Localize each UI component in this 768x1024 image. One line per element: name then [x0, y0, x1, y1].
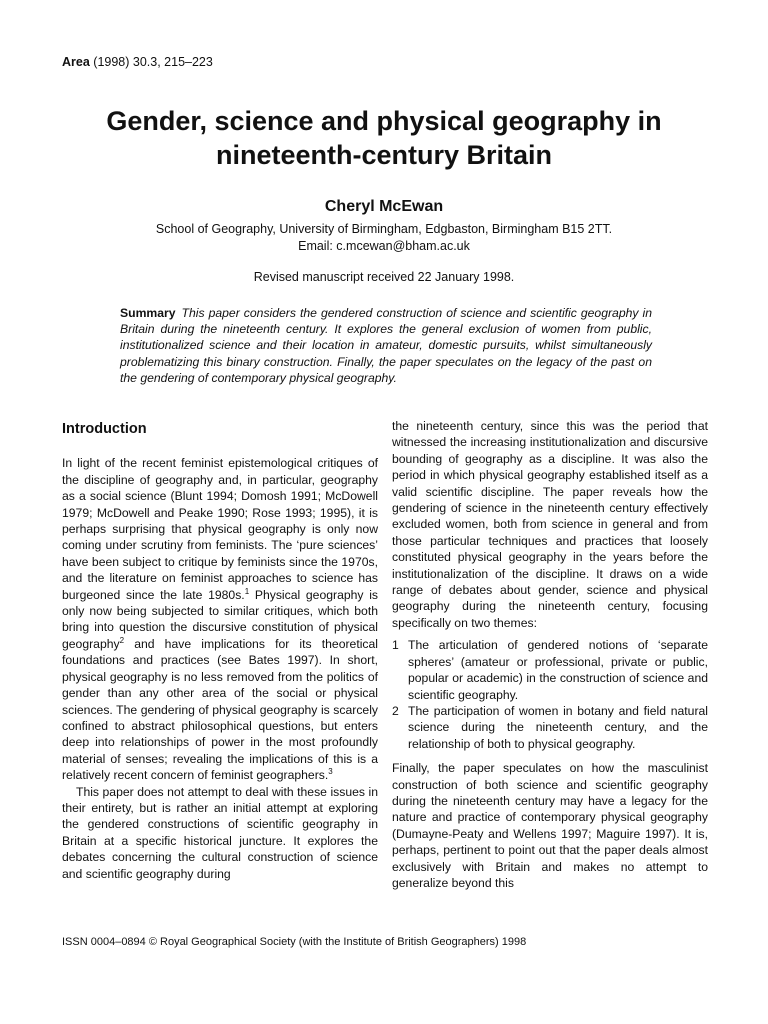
list-item-text: The articulation of gendered notions of ‘separate spheres’ (amateur or professional, private or public, popular or academic) in the construction of science and scientific geography. [408, 638, 708, 702]
intro-text-b: Physical geography is only now being subjected to similar critiques, which both bring into question the discursive constitution of physical geography [62, 587, 378, 651]
paper-title [40, 104, 728, 172]
themes-list [392, 637, 708, 752]
affiliation-email: Email: c.mcewan@bham.ac.uk [298, 239, 470, 253]
title-line-2: nineteenth-century Britain [215, 140, 553, 170]
list-item-number: 2 [392, 703, 399, 718]
right-paragraph-1: the nineteenth century, since this was the period that witnessed the increasing institutionalization and discursive bounding of geography as a discipline. It was also the period in which physical geography established itself as a valid scientific discipline. The paper reveals how the gendering of science in the nineteenth century effectively excluded women, both from science in general and from those particular techniques and practices that loosely constituted physical geography in the years before the institutionalization of the discipline. It draws on a wide range of debates about gender, science and physical geography during the nineteenth century, focusing specifically on two themes: [392, 419, 708, 630]
intro-text-a: In light of the recent feminist epistemological critiques of the discipline of geography and, in particular, geography as a social science (Blunt 1994; Domosh 1991; McDowell 1979; McDowell and Peake 1990; Rose 1993; 1995), it is perhaps surprising that physical geography is only now coming under scrutiny from feminists. The ‘pure sciences’ have been subject to critique by feminists since the 1970s, and the literature on feminist approaches to science has burgeoned since the late 1980s. [62, 456, 378, 602]
footnote-ref-1: 1 [244, 586, 250, 596]
list-item-number: 1 [392, 638, 399, 653]
footnote-ref-2: 2 [119, 635, 125, 645]
list-item [392, 703, 708, 752]
author-name: Cheryl McEwan [324, 198, 444, 215]
list-item-text: The participation of women in botany and field natural science during the nineteenth century, and the relationship of both to physical geography. [408, 703, 708, 751]
footnote-ref-3: 3 [328, 767, 333, 777]
journal-citation [62, 55, 213, 69]
copyright-footer: ISSN 0004–0894 © Royal Geographical Society (with the Institute of British Geographers) 1998 [62, 936, 527, 948]
section-heading-introduction: Introduction [62, 421, 147, 437]
right-paragraph-2: Finally, the paper speculates on how the masculinist construction of both science and scientific geography during the nineteenth century may have a legacy for the nature and practice of contemporary physical geography (Dumayne-Peaty and Wellens 1997; Maguire 1997). It is, perhaps, pertinent to point out that the paper deals almost exclusively with Britain and makes no attempt to generalize beyond this [392, 761, 708, 890]
summary-abstract [120, 305, 652, 386]
title-line-1: Gender, science and physical geography in [106, 106, 662, 136]
right-column [392, 418, 708, 891]
affiliation-address: School of Geography, University of Birmingham, Edgbaston, Birmingham B15 2TT. [155, 222, 613, 236]
summary-text: This paper considers the gendered construction of science and scientific geography in Britain during the nineteenth century. It explores the general exclusion of women from public, institutionalized science and their location in amateur, domestic pursuits, whilst simultaneously problematizing this binary construction. Finally, the paper speculates on the legacy of the past on the gendering of contemporary physical geography. [120, 306, 652, 385]
intro-paragraph-2: This paper does not attempt to deal with these issues in their entirety, but is rather an initial attempt at exploring the gendered constructions of scientific geography in Britain at a specific historical juncture. It explores the debates concerning the cultural construction of science and scientific geography during [62, 784, 378, 881]
summary-label: Summary [120, 306, 176, 320]
journal-name: Area [62, 55, 90, 69]
list-item [392, 637, 708, 703]
intro-paragraph-1 [62, 455, 378, 783]
intro-text-c: and have implications for its theoretical foundations and practices (see Bates 1997). In short, physical geography is no less removed from the politics of gender than any other area of the social or physical sciences. The gendering of physical geography is scarcely confined to abstract philosophical questions, but enters deep into relationships of power in the most profoundly material of senses; revealing the implications of this is a relatively recent concern of feminist geographers. [62, 636, 378, 783]
citation-details: (1998) 30.3, 215–223 [93, 55, 213, 69]
left-column [62, 418, 378, 882]
revision-date: Revised manuscript received 22 January 1998. [253, 270, 515, 284]
author-affiliation [0, 221, 768, 255]
